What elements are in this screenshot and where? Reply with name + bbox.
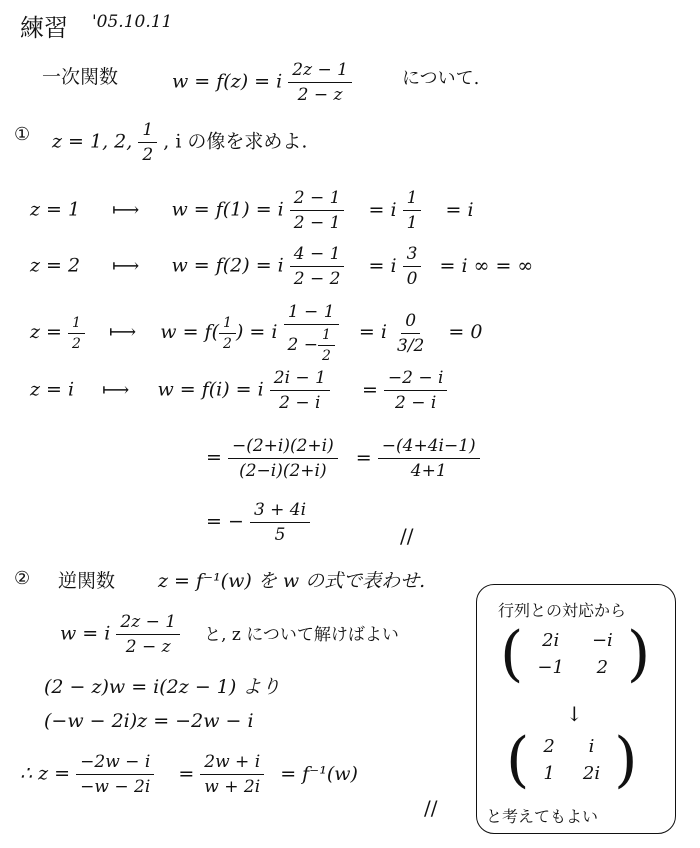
date-label: '05.10.11	[92, 12, 173, 32]
matrix-1: ( 2i −i −1 2 )	[500, 619, 651, 689]
question-1-text: z = 1, 2, $\frac{1}{2}$ , i の像を求めよ.	[52, 120, 308, 165]
intro-prefix: 一次関数	[42, 66, 119, 88]
row-z1: z = 1 ⟼ w = f(1) = i $\frac{2 - 1}{2 - 1}$ = i $\frac{1}{1}$ = i	[30, 188, 474, 233]
solution-line-3: (−w − 2i)z = −2w − i	[44, 710, 254, 732]
question-2-label: ②	[14, 568, 31, 589]
row-z-i: z = i ⟼ w = f(i) = i $\frac{2i - 1}{2 - i}$ = $\frac{-2 - i}{2 - i}$	[30, 368, 447, 413]
question-2-text: z = f⁻¹(w) を w の式で表わせ.	[158, 570, 426, 592]
maps-to-arrow: ⟼	[112, 198, 140, 221]
row-z2: z = 2 ⟼ w = f(2) = i $\frac{4 - 1}{2 - 2}$ = i $\frac{3}{0}$ = i ∞ = ∞	[30, 244, 534, 289]
solution-line-4: ∴ z = $\frac{-2w - i}{-w - 2i}$ = $\frac{2w + i}{w + 2i}$ = f⁻¹(w)	[20, 752, 358, 797]
maps-to-arrow: ⟼	[102, 378, 130, 401]
question-1-label: ①	[14, 124, 31, 145]
maps-to-arrow: ⟼	[112, 254, 140, 277]
end-mark: //	[424, 796, 438, 820]
row-continuation-1: = $\frac{-(2+i)(2+i)}{(2-i)(2+i)}$ = $\frac{-(4+4i-1)}{4+1}$	[206, 436, 480, 481]
question-2-title: 逆関数	[58, 570, 116, 592]
row-continuation-2: = − $\frac{3 + 4i}{5}$	[206, 500, 310, 545]
half-fraction: $\frac{1}{2}$	[138, 120, 157, 165]
intro-expression: w = f(z) = i $\frac{2z - 1}{2 - z}$	[172, 60, 352, 105]
solution-line-1: w = i $\frac{2z - 1}{2 - z}$ と, z について解けばよい	[60, 612, 399, 657]
maps-to-arrow: ⟼	[109, 321, 137, 343]
page-title: 練習	[20, 14, 68, 42]
solution-line-2: (2 − z)w = i(2z − 1) より	[44, 676, 281, 698]
note-footer: と考えてもよい	[486, 807, 599, 826]
end-mark: //	[400, 524, 414, 548]
intro-suffix: について.	[402, 68, 480, 89]
row-z-half: z = $\frac{1}{2}$ ⟼ w = f( $\frac{1}{2}$ ) = i 1 − 1 2 − $\frac{1}{2}$ = i $\frac{0}{3/2}$ = 0	[30, 302, 483, 364]
note-title: 行列との対応から	[498, 601, 627, 620]
matrix-2: ( 2 i 1 2i )	[506, 725, 638, 795]
intro-fraction: $\frac{2z - 1}{2 - z}$	[288, 60, 352, 105]
down-arrow-icon: ↓	[566, 702, 583, 726]
